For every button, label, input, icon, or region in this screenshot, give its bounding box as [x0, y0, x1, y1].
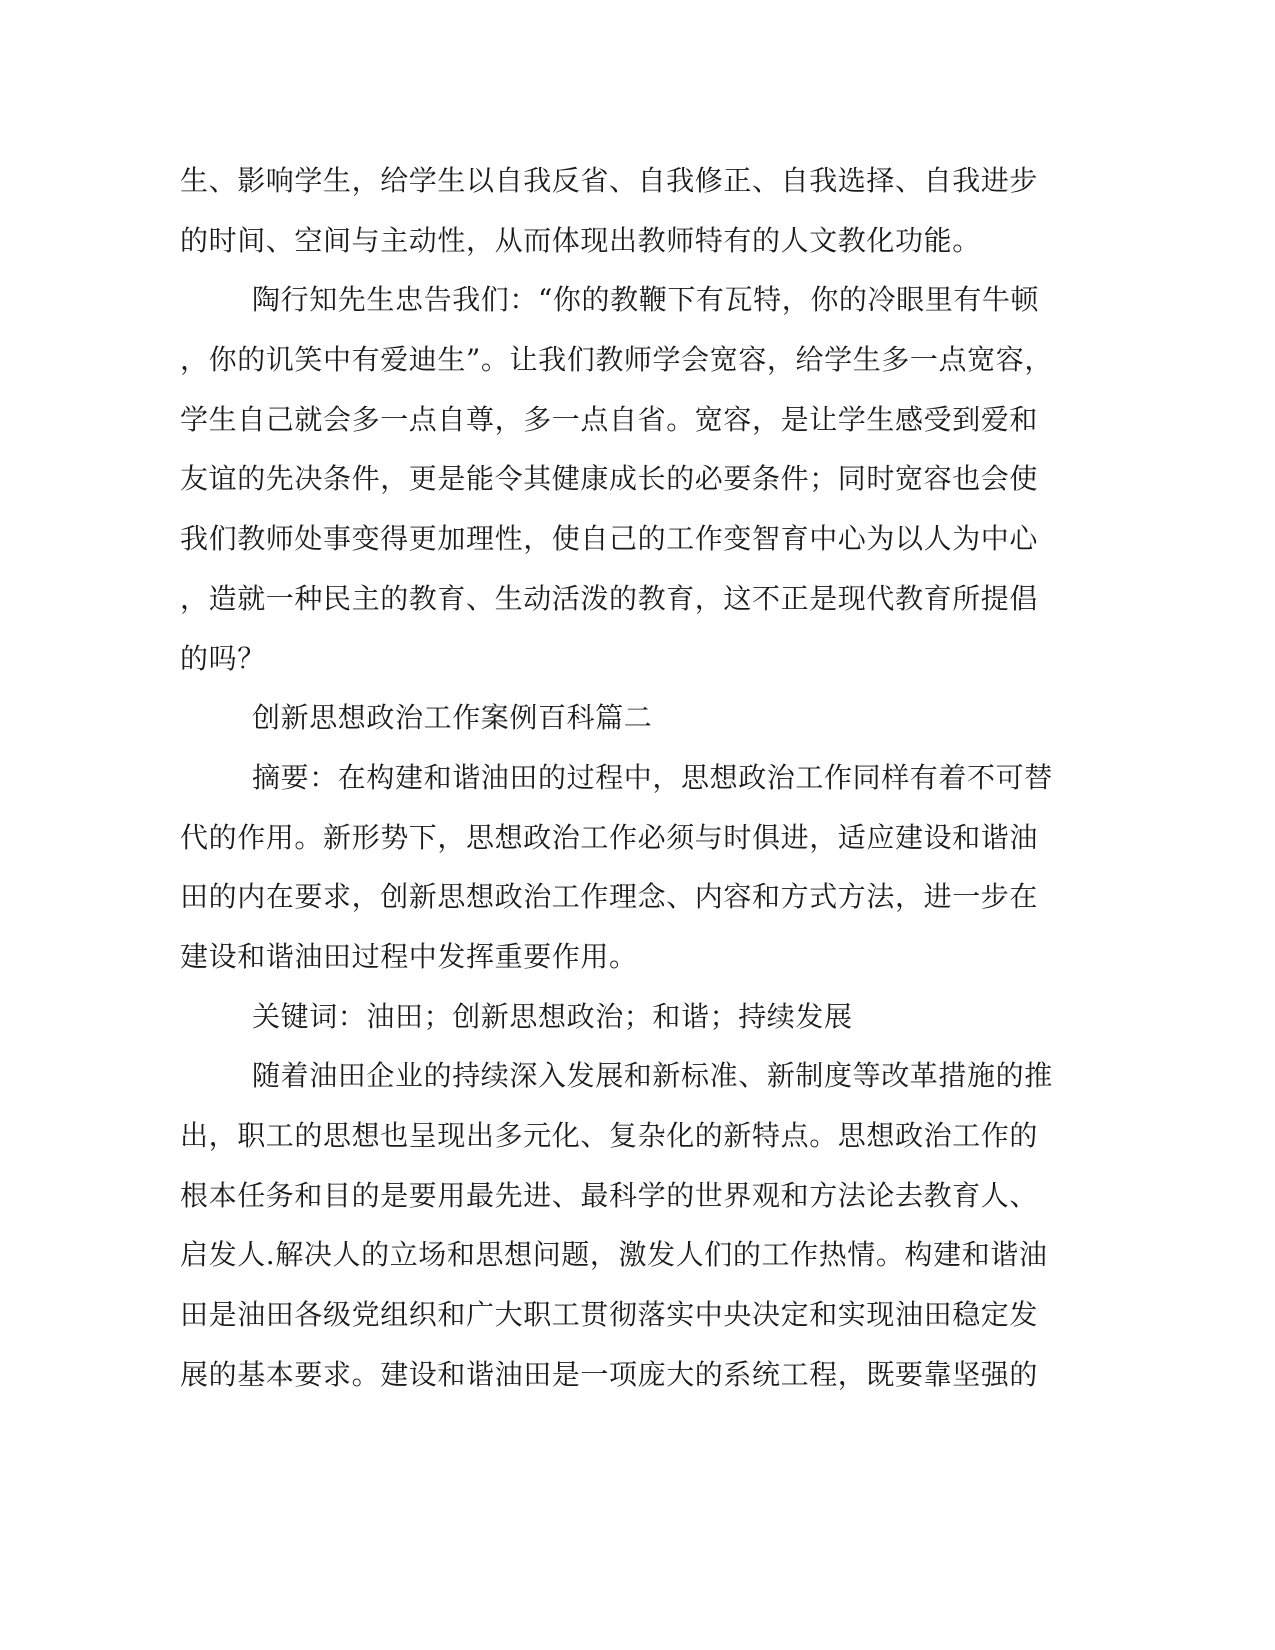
- text-line: ，你的讥笑中有爱迪生”。让我们教师学会宽容，给学生多一点宽容，: [180, 343, 1053, 377]
- text-line: 展的基本要求。建设和谐油田是一项庞大的系统工程，既要靠坚强的: [180, 1357, 1039, 1391]
- text-line: 关键词：油田；创新思想政治；和谐；持续发展: [252, 999, 853, 1033]
- body-text: [180, 151, 1053, 1404]
- text-line: 学生自己就会多一点自尊，多一点自省。宽容，是让学生感受到爱和: [180, 402, 1039, 436]
- text-line: 的吗？: [180, 641, 266, 675]
- text-line: 根本任务和目的是要用最先进、最科学的世界观和方法论去教育人、: [180, 1178, 1039, 1212]
- text-line: 摘要：在构建和谐油田的过程中，思想政治工作同样有着不可替: [252, 760, 1053, 794]
- text-line: 生、影响学生，给学生以自我反省、自我修正、自我选择、自我进步: [180, 164, 1039, 197]
- text-line: 建设和谐油田过程中发挥重要作用。: [180, 939, 638, 973]
- text-line: 随着油田企业的持续深入发展和新标准、新制度等改革措施的推: [252, 1059, 1053, 1093]
- text-line: 友谊的先决条件，更是能令其健康成长的必要条件；同时宽容也会使: [180, 462, 1039, 496]
- text-line: 代的作用。新形势下，思想政治工作必须与时俱进，适应建设和谐油: [180, 820, 1039, 854]
- text-line: 的时间、空间与主动性，从而体现出教师特有的人文教化功能。: [180, 223, 981, 257]
- text-line: 田是油田各级党组织和广大职工贯彻落实中央决定和实现油田稳定发: [180, 1298, 1039, 1332]
- text-line: 启发人.解决人的立场和思想问题，激发人们的工作热情。构建和谐油: [180, 1238, 1048, 1272]
- text-line: 创新思想政治工作案例百科篇二: [252, 701, 653, 735]
- text-line: 田的内在要求，创新思想政治工作理念、内容和方式方法，进一步在: [180, 880, 1039, 914]
- text-line: 出，职工的思想也呈现出多元化、复杂化的新特点。思想政治工作的: [180, 1119, 1039, 1152]
- text-line: 陶行知先生忠告我们：“你的教鞭下有瓦特，你的冷眼里有牛顿: [252, 283, 1040, 317]
- text-line: 我们教师处事变得更加理性，使自己的工作变智育中心为以人为中心: [180, 522, 1039, 556]
- text-line: ，造就一种民主的教育、生动活泼的教育，这不正是现代教育所提倡: [180, 581, 1039, 615]
